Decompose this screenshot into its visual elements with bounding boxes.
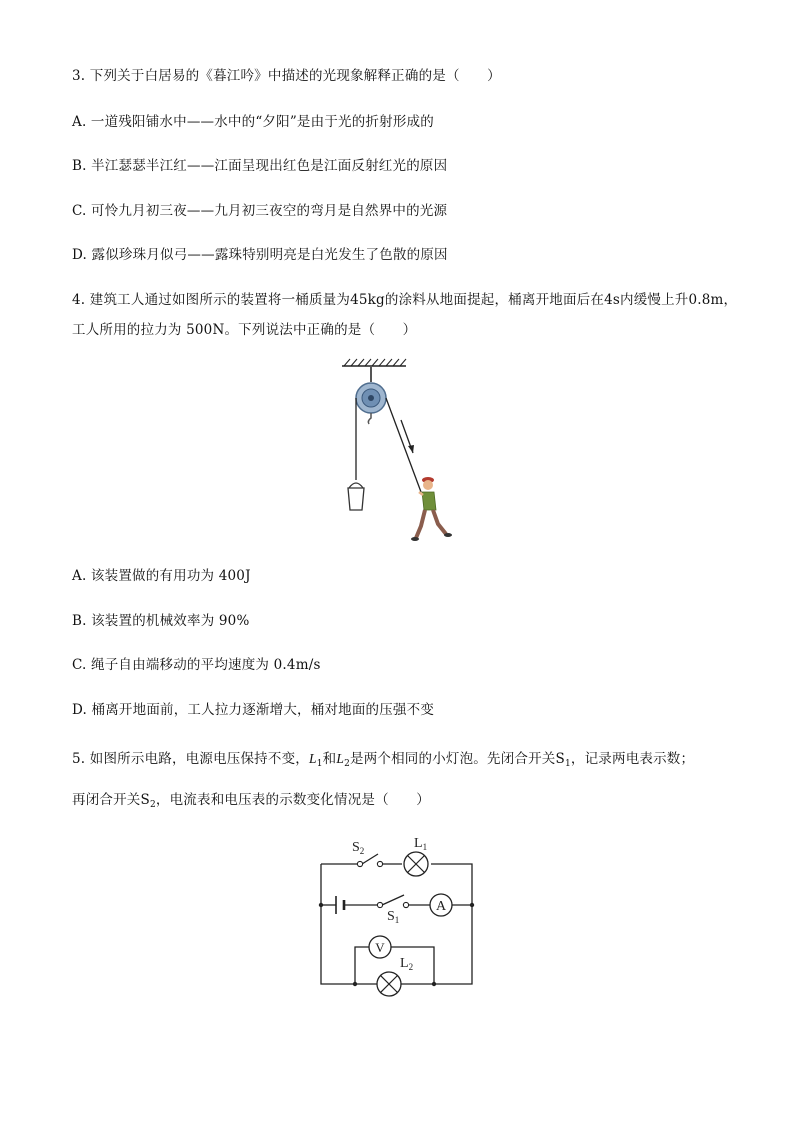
- q5-s1-sub: 1: [564, 759, 571, 769]
- bucket: [348, 488, 364, 510]
- lamp-l1: [404, 852, 428, 876]
- q4-option-b: B. 该装置的机械效率为 90%: [72, 613, 250, 629]
- label-s1: $S_1$: [387, 909, 400, 925]
- wire-v-left: [355, 947, 369, 984]
- wire-right: [431, 864, 472, 984]
- q3-option-c: C. 可怜九月初三夜——九月初三夜空的弯月是自然界中的光源: [72, 203, 448, 219]
- rope-right: [386, 398, 421, 492]
- ceiling-hatch: [344, 359, 406, 366]
- lamp-l2: [377, 972, 401, 996]
- voltmeter: [369, 936, 391, 958]
- switch-s1: [382, 895, 404, 905]
- q5-stem-line2: [72, 791, 430, 814]
- voltmeter-label: V: [375, 940, 385, 955]
- pulley-hook: [368, 413, 371, 424]
- q5-s2-symbol: S: [140, 792, 150, 808]
- q4-stem-line2: 工人所用的拉力为 500N。下列说法中正确的是（ ）: [72, 322, 417, 338]
- label-l1: $L_1$: [414, 836, 428, 852]
- q3-stem: 3. 下列关于白居易的《暮江吟》中描述的光现象解释正确的是（ ）: [72, 68, 501, 84]
- ammeter: [430, 894, 452, 916]
- q5-l2-symbol: L: [336, 751, 345, 766]
- switch-s2: [362, 854, 378, 864]
- q5-text-2b: ，电流表和电压表的示数变化情况是（ ）: [155, 792, 430, 808]
- q5-text-2a: 再闭合开关: [72, 792, 141, 808]
- q5-and: 和: [322, 751, 337, 767]
- q4-option-d: D. 桶离开地面前，工人拉力逐渐增大，桶对地面的压强不变: [72, 702, 435, 718]
- q5-text-1c: ，记录两电表示数；: [570, 751, 695, 767]
- q5-l1-symbol: L: [308, 751, 317, 766]
- q3-option-d: D. 露似珍珠月似弓——露珠特别明亮是白光发生了色散的原因: [72, 247, 448, 263]
- q4-option-c: C. 绳子自由端移动的平均速度为 0.4m/s: [72, 657, 321, 673]
- q5-text-1a: 5. 如图所示电路，电源电压保持不变，: [72, 751, 309, 767]
- label-s2: $S_2$: [352, 840, 365, 856]
- wire-left: [321, 864, 355, 984]
- q5-l2-sub: 2: [344, 759, 350, 769]
- ammeter-label: A: [435, 899, 447, 914]
- q5-text-1b: 是两个相同的小灯泡。先闭合开关: [350, 751, 556, 767]
- q5-l1-sub: 1: [316, 759, 323, 769]
- pulley-figure: [330, 358, 460, 546]
- q5-s1-symbol: S: [555, 751, 565, 767]
- q4-stem-line1: 4. 建筑工人通过如图所示的装置将一桶质量为45kg的涂料从地面提起，桶离开地面后在4s内缓慢上升0.8m，: [72, 292, 738, 308]
- label-l2: $L_2$: [400, 956, 414, 972]
- q3-option-a: A. 一道残阳铺水中——水中的“夕阳”是由于光的折射形成的: [72, 114, 434, 130]
- q3-option-b: B. 半江瑟瑟半江红——江面呈现出红色是江面反射红光的原因: [72, 158, 448, 174]
- circuit-diagram: [310, 832, 480, 1002]
- bucket-handle: [349, 483, 363, 488]
- q4-option-a: A. 该装置做的有用功为 400J: [72, 568, 251, 584]
- q5-stem-line1: [72, 750, 694, 773]
- q5-s2-sub: 2: [149, 800, 156, 810]
- worker-figure: [411, 477, 452, 541]
